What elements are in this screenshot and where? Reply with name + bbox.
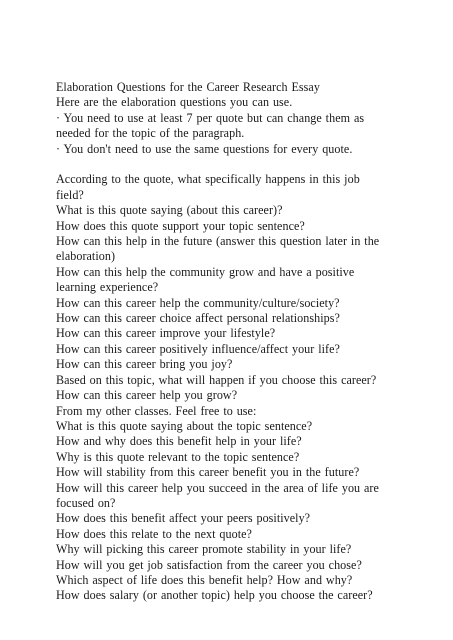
question-line: How will you get job satisfaction from the career you chose? <box>56 557 362 572</box>
question-line: How can this career positively influence/affect your life? <box>56 341 340 356</box>
intro-line: Here are the elaboration questions you can use. <box>56 95 293 110</box>
question-line: How will this career help you succeed in the area of life you are <box>56 480 379 495</box>
question-line: focused on? <box>56 495 116 510</box>
question-line: According to the quote, what specifically happens in this job <box>56 172 360 187</box>
question-line: How can this help the community grow and have a positive <box>56 264 355 279</box>
question-line: Why will picking this career promote stability in your life? <box>56 542 352 557</box>
question-line: How will stability from this career benefit you in the future? <box>56 465 360 480</box>
question-line: Why is this quote relevant to the topic sentence? <box>56 449 300 464</box>
question-line: How can this career bring you joy? <box>56 357 233 372</box>
question-line: field? <box>56 187 84 202</box>
question-line: What is this quote saying (about this career)? <box>56 203 283 218</box>
question-line: Which aspect of life does this benefit help? How and why? <box>56 572 353 587</box>
question-line: How can this help in the future (answer this question later in the <box>56 234 380 249</box>
paragraph-gap <box>56 157 412 172</box>
question-line: How can this career help the community/culture/society? <box>56 295 340 310</box>
bullet-line: · You don't need to use the same questions for every quote. <box>56 141 353 156</box>
question-line: How can this career help you grow? <box>56 388 238 403</box>
question-line: How can this career improve your lifestyle? <box>56 326 276 341</box>
question-line: learning experience? <box>56 280 159 295</box>
question-line: Based on this topic, what will happen if you choose this career? <box>56 372 377 387</box>
question-line: How does this quote support your topic sentence? <box>56 218 305 233</box>
bullet-line: · You need to use at least 7 per quote but can change them as <box>56 110 365 125</box>
bullet-line: needed for the topic of the paragraph. <box>56 126 245 141</box>
document-body <box>56 80 412 604</box>
question-line: How does this benefit affect your peers positively? <box>56 511 311 526</box>
question-line: How does this relate to the next quote? <box>56 526 252 541</box>
question-line: elaboration) <box>56 249 116 264</box>
question-line: How and why does this benefit help in your life? <box>56 434 302 449</box>
question-line: How can this career choice affect personal relationships? <box>56 311 340 326</box>
question-line: How does salary (or another topic) help you choose the career? <box>56 588 373 603</box>
question-line: From my other classes. Feel free to use: <box>56 403 257 418</box>
document-title: Elaboration Questions for the Career Research Essay <box>56 80 320 94</box>
question-line: What is this quote saying about the topic sentence? <box>56 418 313 433</box>
